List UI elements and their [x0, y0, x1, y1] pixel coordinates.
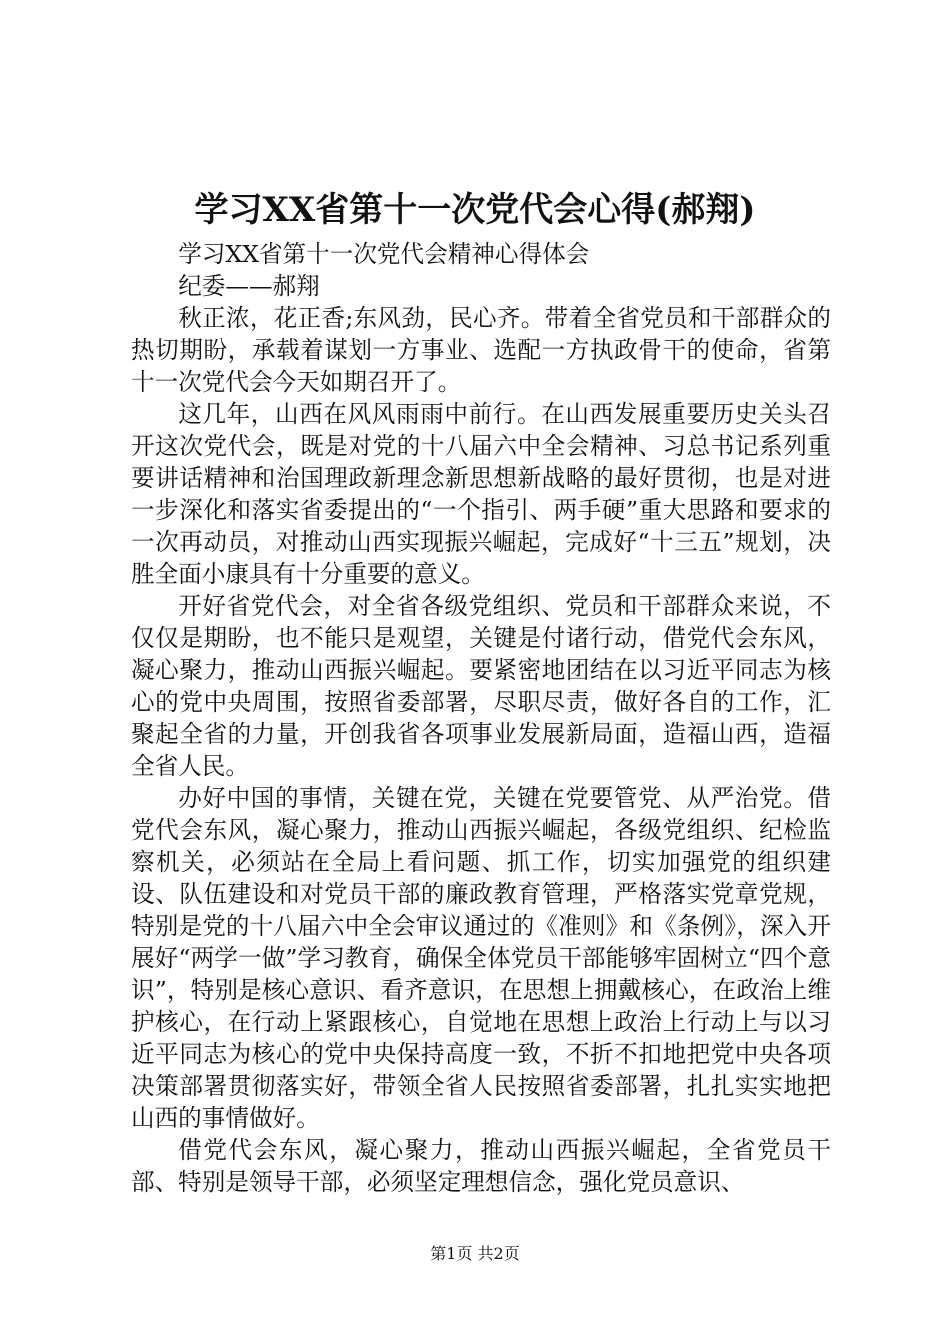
paragraph-2: 这几年，山西在风风雨雨中前行。在山西发展重要历史关头召开这次党代会，既是对党的十八届六中全会精神、习总书记系列重要讲话精神和治国理政新理念新思想新战略的最好贯彻，也是对进一步深化和落实省委提出的“一个指引、两手硬”重大思路和要求的一次再动员，对推动山西实现振兴崛起，完成好“十三五”规划，决胜全面小康具有十分重要的意义。 — [131, 400, 831, 588]
document-title: 学习XX省第十一次党代会心得(郝翔) — [194, 190, 756, 230]
paragraph-4: 办好中国的事情，关键在党，关键在党要管党、从严治党。借党代会东风，凝心聚力，推动山西振兴崛起，各级党组织、纪检监察机关，必须站在全局上看问题、抓工作，切实加强党的组织建设、队伍建设和对党员干部的廉政教育管理，严格落实党章党规，特别是党的十八届六中全会审议通过的《准则》和《条例》，深入开展好“两学一做”学习教育，确保全体党员干部能够牢固树立“四个意识”，特别是核心意识、看齐意识，在思想上拥戴核心，在政治上维护核心，在行动上紧跟核心，自觉地在思想上政治上行动上与以习近平同志为核心的党中央保持高度一致，不折不扣地把党中央各项决策部署贯彻落实好，带领全省人民按照省委部署，扎扎实实地把山西的事情做好。 — [131, 784, 831, 1132]
document-body — [131, 238, 831, 1198]
paragraph-3: 开好省党代会，对全省各级党组织、党员和干部群众来说，不仅仅是期盼，也不能只是观望，关键是付诸行动，借党代会东风，凝心聚力，推动山西振兴崛起。要紧密地团结在以习近平同志为核心的党中央周围，按照省委部署，尽职尽责，做好各自的工作，汇聚起全省的力量，开创我省各项事业发展新局面，造福山西，造福全省人民。 — [131, 592, 831, 780]
subtitle-line: 学习XX省第十一次党代会精神心得体会 — [178, 240, 590, 268]
paragraph-1: 秋正浓，花正香;东风劲，民心齐。带着全省党员和干部群众的热切期盼，承载着谋划一方事业、选配一方执政骨干的使命，省第十一次党代会今天如期召开了。 — [131, 304, 831, 396]
page-footer: 第1页 共2页 — [430, 1244, 520, 1263]
paragraph-5: 借党代会东风，凝心聚力，推动山西振兴崛起，全省党员干部、特别是领导干部，必须坚定理想信念，强化党员意识、 — [131, 1136, 831, 1196]
author-line: 纪委——郝翔 — [178, 272, 320, 300]
